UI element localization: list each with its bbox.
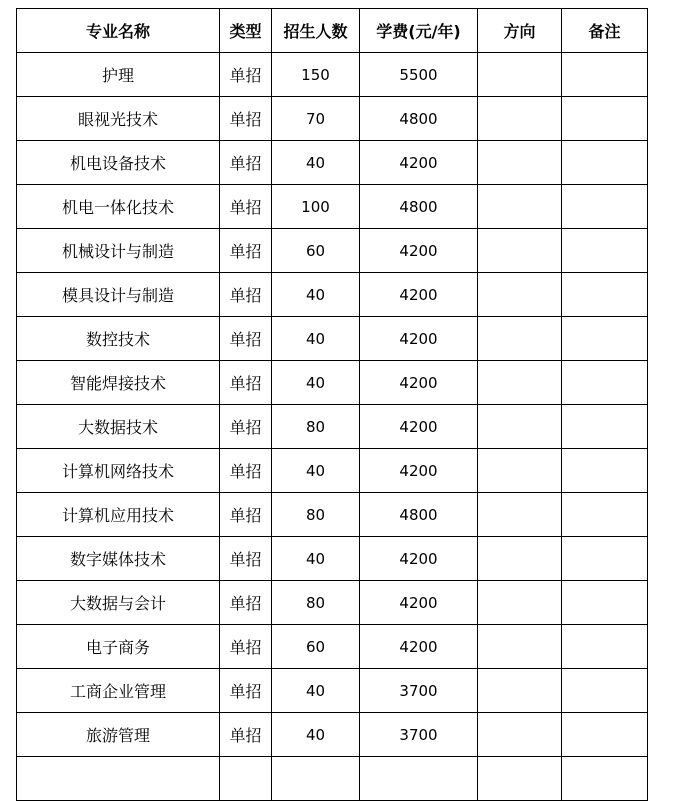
cell-type: 单招 xyxy=(220,449,272,493)
cell-tuition-fee: 4200 xyxy=(360,625,478,669)
cell-direction xyxy=(478,669,562,713)
cell-tuition-fee: 5500 xyxy=(360,53,478,97)
cell-enrollment-count: 80 xyxy=(272,493,360,537)
cell-tuition-fee: 4200 xyxy=(360,361,478,405)
cell-tuition-fee: 4200 xyxy=(360,581,478,625)
cell-enrollment-count: 150 xyxy=(272,53,360,97)
cell-enrollment-count: 40 xyxy=(272,273,360,317)
cell-enrollment-count: 70 xyxy=(272,97,360,141)
enrollment-table xyxy=(16,8,648,801)
cell-major-name xyxy=(17,757,220,801)
table-body xyxy=(17,53,648,801)
cell-type: 单招 xyxy=(220,625,272,669)
cell-note xyxy=(562,317,648,361)
cell-tuition-fee: 4200 xyxy=(360,537,478,581)
cell-enrollment-count: 40 xyxy=(272,141,360,185)
cell-direction xyxy=(478,361,562,405)
table-row xyxy=(17,537,648,581)
header-type: 类型 xyxy=(220,9,272,53)
table-row xyxy=(17,273,648,317)
cell-type: 单招 xyxy=(220,669,272,713)
table-row xyxy=(17,581,648,625)
cell-direction xyxy=(478,713,562,757)
cell-note xyxy=(562,97,648,141)
header-enrollment-count: 招生人数 xyxy=(272,9,360,53)
cell-tuition-fee: 3700 xyxy=(360,713,478,757)
table-row xyxy=(17,757,648,801)
cell-tuition-fee: 4800 xyxy=(360,185,478,229)
table-row xyxy=(17,229,648,273)
cell-direction xyxy=(478,229,562,273)
table-row xyxy=(17,317,648,361)
cell-major-name: 机电设备技术 xyxy=(17,141,220,185)
table-row xyxy=(17,361,648,405)
cell-major-name: 智能焊接技术 xyxy=(17,361,220,405)
cell-type: 单招 xyxy=(220,537,272,581)
cell-major-name: 工商企业管理 xyxy=(17,669,220,713)
cell-note xyxy=(562,449,648,493)
cell-direction xyxy=(478,273,562,317)
cell-major-name: 模具设计与制造 xyxy=(17,273,220,317)
cell-major-name: 计算机网络技术 xyxy=(17,449,220,493)
cell-note xyxy=(562,669,648,713)
cell-major-name: 数字媒体技术 xyxy=(17,537,220,581)
cell-direction xyxy=(478,53,562,97)
table-row xyxy=(17,185,648,229)
table-header-row xyxy=(17,9,648,53)
cell-type: 单招 xyxy=(220,361,272,405)
cell-type: 单招 xyxy=(220,493,272,537)
cell-type: 单招 xyxy=(220,581,272,625)
header-major-name: 专业名称 xyxy=(17,9,220,53)
cell-tuition-fee: 4800 xyxy=(360,97,478,141)
cell-direction xyxy=(478,317,562,361)
cell-enrollment-count: 80 xyxy=(272,581,360,625)
cell-note xyxy=(562,141,648,185)
cell-direction xyxy=(478,405,562,449)
cell-note xyxy=(562,53,648,97)
cell-major-name: 电子商务 xyxy=(17,625,220,669)
cell-major-name: 机械设计与制造 xyxy=(17,229,220,273)
cell-enrollment-count xyxy=(272,757,360,801)
cell-tuition-fee: 4800 xyxy=(360,493,478,537)
cell-type: 单招 xyxy=(220,317,272,361)
cell-note xyxy=(562,273,648,317)
cell-note xyxy=(562,713,648,757)
cell-tuition-fee: 3700 xyxy=(360,669,478,713)
cell-direction xyxy=(478,625,562,669)
cell-enrollment-count: 40 xyxy=(272,449,360,493)
cell-major-name: 旅游管理 xyxy=(17,713,220,757)
cell-enrollment-count: 80 xyxy=(272,405,360,449)
cell-major-name: 数控技术 xyxy=(17,317,220,361)
table-row xyxy=(17,493,648,537)
cell-note xyxy=(562,185,648,229)
cell-enrollment-count: 60 xyxy=(272,229,360,273)
table-row xyxy=(17,405,648,449)
cell-type: 单招 xyxy=(220,97,272,141)
header-direction: 方向 xyxy=(478,9,562,53)
cell-note xyxy=(562,493,648,537)
cell-type xyxy=(220,757,272,801)
cell-direction xyxy=(478,141,562,185)
cell-enrollment-count: 40 xyxy=(272,537,360,581)
header-note: 备注 xyxy=(562,9,648,53)
cell-direction xyxy=(478,493,562,537)
cell-major-name: 大数据技术 xyxy=(17,405,220,449)
cell-direction xyxy=(478,185,562,229)
cell-tuition-fee: 4200 xyxy=(360,229,478,273)
cell-note xyxy=(562,361,648,405)
cell-enrollment-count: 40 xyxy=(272,713,360,757)
table-row xyxy=(17,97,648,141)
cell-note xyxy=(562,229,648,273)
table-row xyxy=(17,449,648,493)
cell-tuition-fee: 4200 xyxy=(360,273,478,317)
cell-major-name: 计算机应用技术 xyxy=(17,493,220,537)
cell-major-name: 机电一体化技术 xyxy=(17,185,220,229)
cell-tuition-fee: 4200 xyxy=(360,317,478,361)
cell-note xyxy=(562,757,648,801)
cell-type: 单招 xyxy=(220,229,272,273)
header-tuition-fee: 学费(元/年) xyxy=(360,9,478,53)
cell-type: 单招 xyxy=(220,141,272,185)
cell-note xyxy=(562,405,648,449)
table-row xyxy=(17,141,648,185)
cell-type: 单招 xyxy=(220,53,272,97)
cell-major-name: 大数据与会计 xyxy=(17,581,220,625)
cell-enrollment-count: 40 xyxy=(272,669,360,713)
cell-type: 单招 xyxy=(220,713,272,757)
cell-direction xyxy=(478,757,562,801)
table-row xyxy=(17,669,648,713)
cell-direction xyxy=(478,581,562,625)
cell-enrollment-count: 60 xyxy=(272,625,360,669)
cell-note xyxy=(562,625,648,669)
cell-note xyxy=(562,581,648,625)
cell-major-name: 护理 xyxy=(17,53,220,97)
cell-tuition-fee: 4200 xyxy=(360,449,478,493)
cell-direction xyxy=(478,97,562,141)
cell-enrollment-count: 40 xyxy=(272,317,360,361)
cell-type: 单招 xyxy=(220,273,272,317)
table-row xyxy=(17,713,648,757)
cell-direction xyxy=(478,537,562,581)
cell-type: 单招 xyxy=(220,405,272,449)
cell-note xyxy=(562,537,648,581)
table-row xyxy=(17,53,648,97)
cell-direction xyxy=(478,449,562,493)
cell-tuition-fee xyxy=(360,757,478,801)
cell-type: 单招 xyxy=(220,185,272,229)
cell-enrollment-count: 40 xyxy=(272,361,360,405)
cell-tuition-fee: 4200 xyxy=(360,405,478,449)
cell-tuition-fee: 4200 xyxy=(360,141,478,185)
table-row xyxy=(17,625,648,669)
cell-major-name: 眼视光技术 xyxy=(17,97,220,141)
cell-enrollment-count: 100 xyxy=(272,185,360,229)
